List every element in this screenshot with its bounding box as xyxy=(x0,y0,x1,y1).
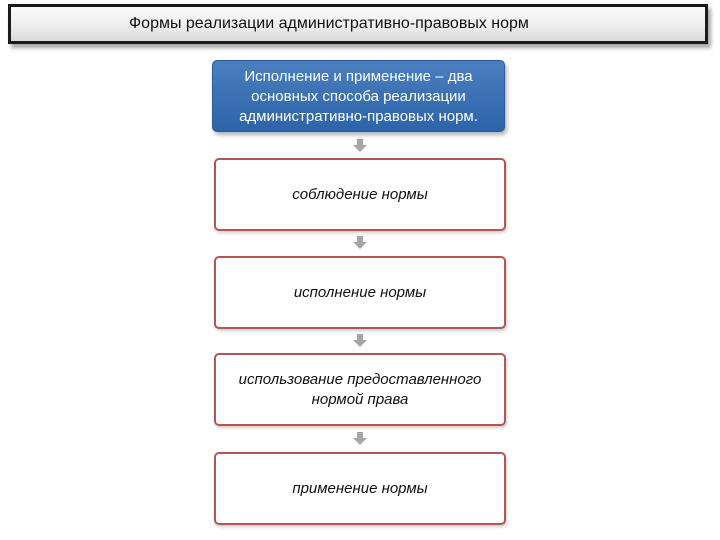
lead-rest: – два основных способа реализации административно-правовых норм. xyxy=(239,68,478,125)
form-label: соблюдение нормы xyxy=(292,185,428,203)
lead-box xyxy=(212,60,505,132)
form-box-use-of-right xyxy=(214,353,506,426)
down-arrow-icon xyxy=(353,334,367,348)
form-box-observance xyxy=(214,158,506,231)
form-label: использование предоставленного нормой права xyxy=(238,370,482,408)
form-box-execution xyxy=(214,256,506,329)
title-bar xyxy=(8,4,708,44)
slide-title: Формы реализации административно-правовых норм xyxy=(129,15,529,32)
lead-emphasis: Исполнение и применение xyxy=(244,68,432,85)
down-arrow-icon xyxy=(353,139,367,153)
form-label: применение нормы xyxy=(292,479,428,497)
down-arrow-icon xyxy=(353,432,367,446)
down-arrow-icon xyxy=(353,236,367,250)
form-label: исполнение нормы xyxy=(293,283,427,301)
form-box-application xyxy=(214,452,506,525)
